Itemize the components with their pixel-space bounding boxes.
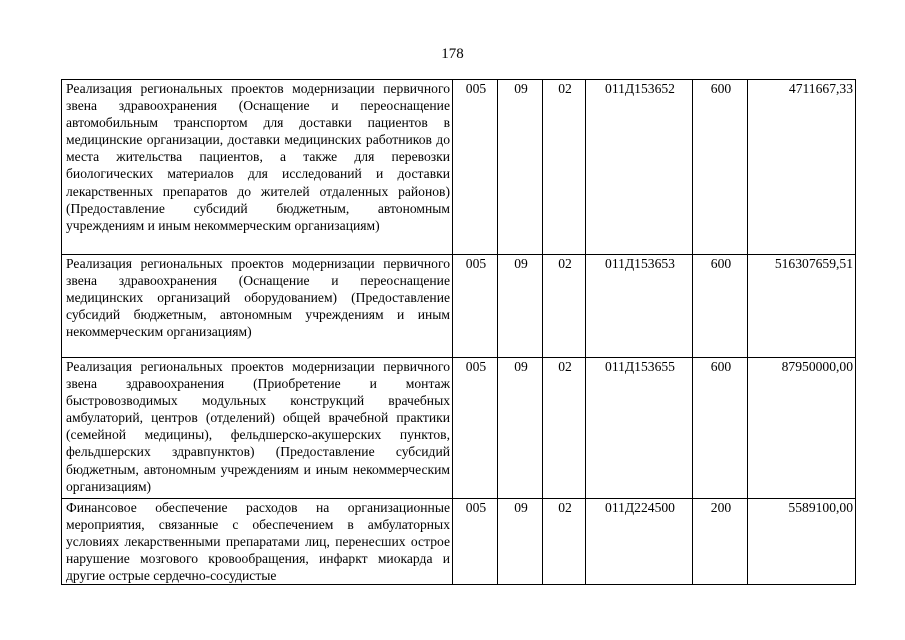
subsection-code: 02	[543, 80, 586, 255]
amount-value: 5589100,00	[748, 499, 856, 585]
expense-type-code: 600	[693, 80, 748, 255]
row-description: Реализация региональных проектов модернизации первичного звена здравоохранения (Оснащение и переоснащение медицинских организаций оборудованием) (Предоставление субсидий бюджетным, автономным учреждениям и иным некоммерческим организациям)	[62, 255, 453, 358]
target-article-code: 011Д153653	[586, 255, 693, 358]
section-code: 09	[498, 499, 543, 585]
subsection-code: 02	[543, 255, 586, 358]
ministry-code: 005	[453, 358, 498, 499]
row-description: Реализация региональных проектов модернизации первичного звена здравоохранения (Оснащение и переоснащение автомобильным транспортом для доставки пациентов в медицинские организации, доставки медицинских работников до места жительства пациентов, а также для перевозки биологических материалов для исследований и доставки лекарственных препаратов до жителей отдаленных районов) (Предоставление субсидий бюджетным, автономным учреждениям и иным некоммерческим организациям)	[62, 80, 453, 255]
expense-type-code: 200	[693, 499, 748, 585]
ministry-code: 005	[453, 80, 498, 255]
section-code: 09	[498, 255, 543, 358]
budget-table	[61, 79, 856, 585]
ministry-code: 005	[453, 499, 498, 585]
target-article-code: 011Д153652	[586, 80, 693, 255]
expense-type-code: 600	[693, 255, 748, 358]
amount-value: 516307659,51	[748, 255, 856, 358]
target-article-code: 011Д224500	[586, 499, 693, 585]
table-row	[62, 80, 856, 255]
subsection-code: 02	[543, 499, 586, 585]
section-code: 09	[498, 80, 543, 255]
expense-type-code: 600	[693, 358, 748, 499]
row-description: Реализация региональных проектов модернизации первичного звена здравоохранения (Приобретение и монтаж быстровозводимых модульных конструкций врачебных амбулаторий, центров (отделений) общей врачебной практики (семейной медицины), фельдшерско-акушерских пунктов, фельдшерских здравпунктов) (Предоставление субсидий бюджетным, автономным учреждениям и иным некоммерческим организациям)	[62, 358, 453, 499]
table-row	[62, 358, 856, 499]
table-row	[62, 255, 856, 358]
table-row	[62, 499, 856, 585]
subsection-code: 02	[543, 358, 586, 499]
target-article-code: 011Д153655	[586, 358, 693, 499]
amount-value: 4711667,33	[748, 80, 856, 255]
section-code: 09	[498, 358, 543, 499]
row-description: Финансовое обеспечение расходов на организационные мероприятия, связанные с обеспечением в амбулаторных условиях лекарственными препаратами лиц, перенесших острое нарушение мозгового кровообращения, инфаркт миокарда и другие острые сердечно-сосудистые	[62, 499, 453, 585]
page-number: 178	[441, 46, 464, 62]
amount-value: 87950000,00	[748, 358, 856, 499]
ministry-code: 005	[453, 255, 498, 358]
